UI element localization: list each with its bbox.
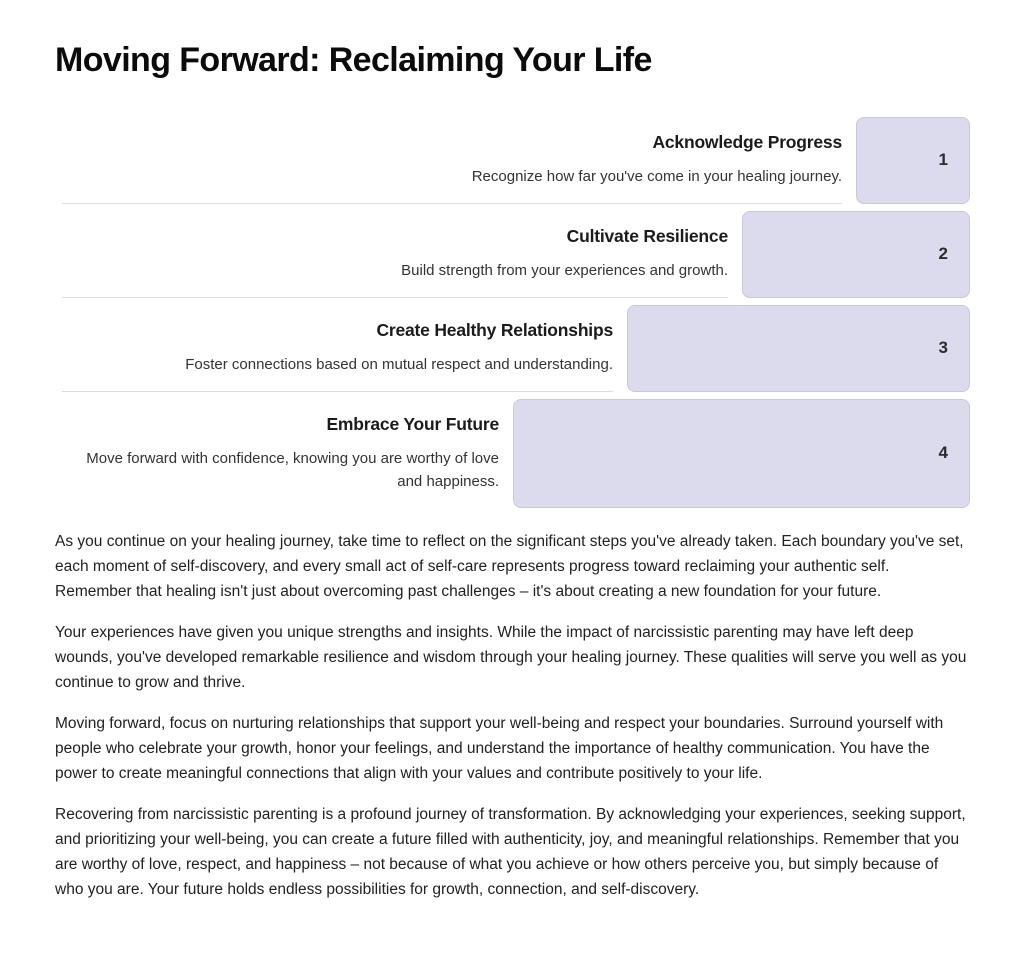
step-item [62,399,970,508]
paragraph: As you continue on your healing journey, take time to reflect on the significant steps you've already taken. Each boundary you've set, each moment of self-discovery, and every small act of self-care represents progress toward reclaiming your authentic self. Remember that healing isn't just about overcoming past challenges – it's about creating a new foundation for your future. [55,532,964,600]
step-number: 2 [938,244,948,264]
step-item [62,211,970,298]
step-text [62,305,613,392]
step-number-box [513,399,970,508]
step-number: 3 [938,338,948,358]
step-title: Acknowledge Progress [652,131,842,152]
step-item [62,305,970,392]
article-body [55,529,970,902]
step-text [62,211,728,298]
step-title: Create Healthy Relationships [376,319,613,340]
step-title: Cultivate Resilience [566,225,728,246]
step-number-box [627,305,970,392]
step-number: 4 [938,443,948,463]
step-text [62,399,499,508]
step-description: Move forward with confidence, knowing you are worthy of love and happiness. [86,449,499,490]
paragraph: Recovering from narcissistic parenting is a profound journey of transformation. By acknowledging your experiences, seeking support, and prioritizing your well-being, you can create a future filled with authenticity, joy, and meaningful relationships. Remember that you are worthy of love, respect, and happiness – not because of what you achieve or how others perceive you, but simply because of who you are. Your future holds endless possibilities for growth, connection, and self-discovery. [55,805,966,898]
step-number-box [742,211,970,298]
step-description: Build strength from your experiences and growth. [401,261,728,279]
step-text [62,117,842,204]
page-title: Moving Forward: Reclaiming Your Life [55,41,652,79]
step-title: Embrace Your Future [326,413,499,434]
step-description: Recognize how far you've come in your healing journey. [471,167,842,185]
step-number-box [856,117,970,204]
step-number: 1 [938,150,948,170]
paragraph: Moving forward, focus on nurturing relationships that support your well-being and respect your boundaries. Surround yourself with people who celebrate your growth, honor your feelings, and understand the importance of healthy communication. You have the power to create meaningful connections that align with your values and contribute positively to your life. [55,714,944,782]
steps-list [62,117,970,508]
step-description: Foster connections based on mutual respect and understanding. [185,355,613,373]
step-item [62,117,970,204]
paragraph: Your experiences have given you unique strengths and insights. While the impact of narcissistic parenting may have left deep wounds, you've developed remarkable resilience and wisdom through your healing journey. These qualities will serve you well as you continue to grow and thrive. [55,623,967,691]
